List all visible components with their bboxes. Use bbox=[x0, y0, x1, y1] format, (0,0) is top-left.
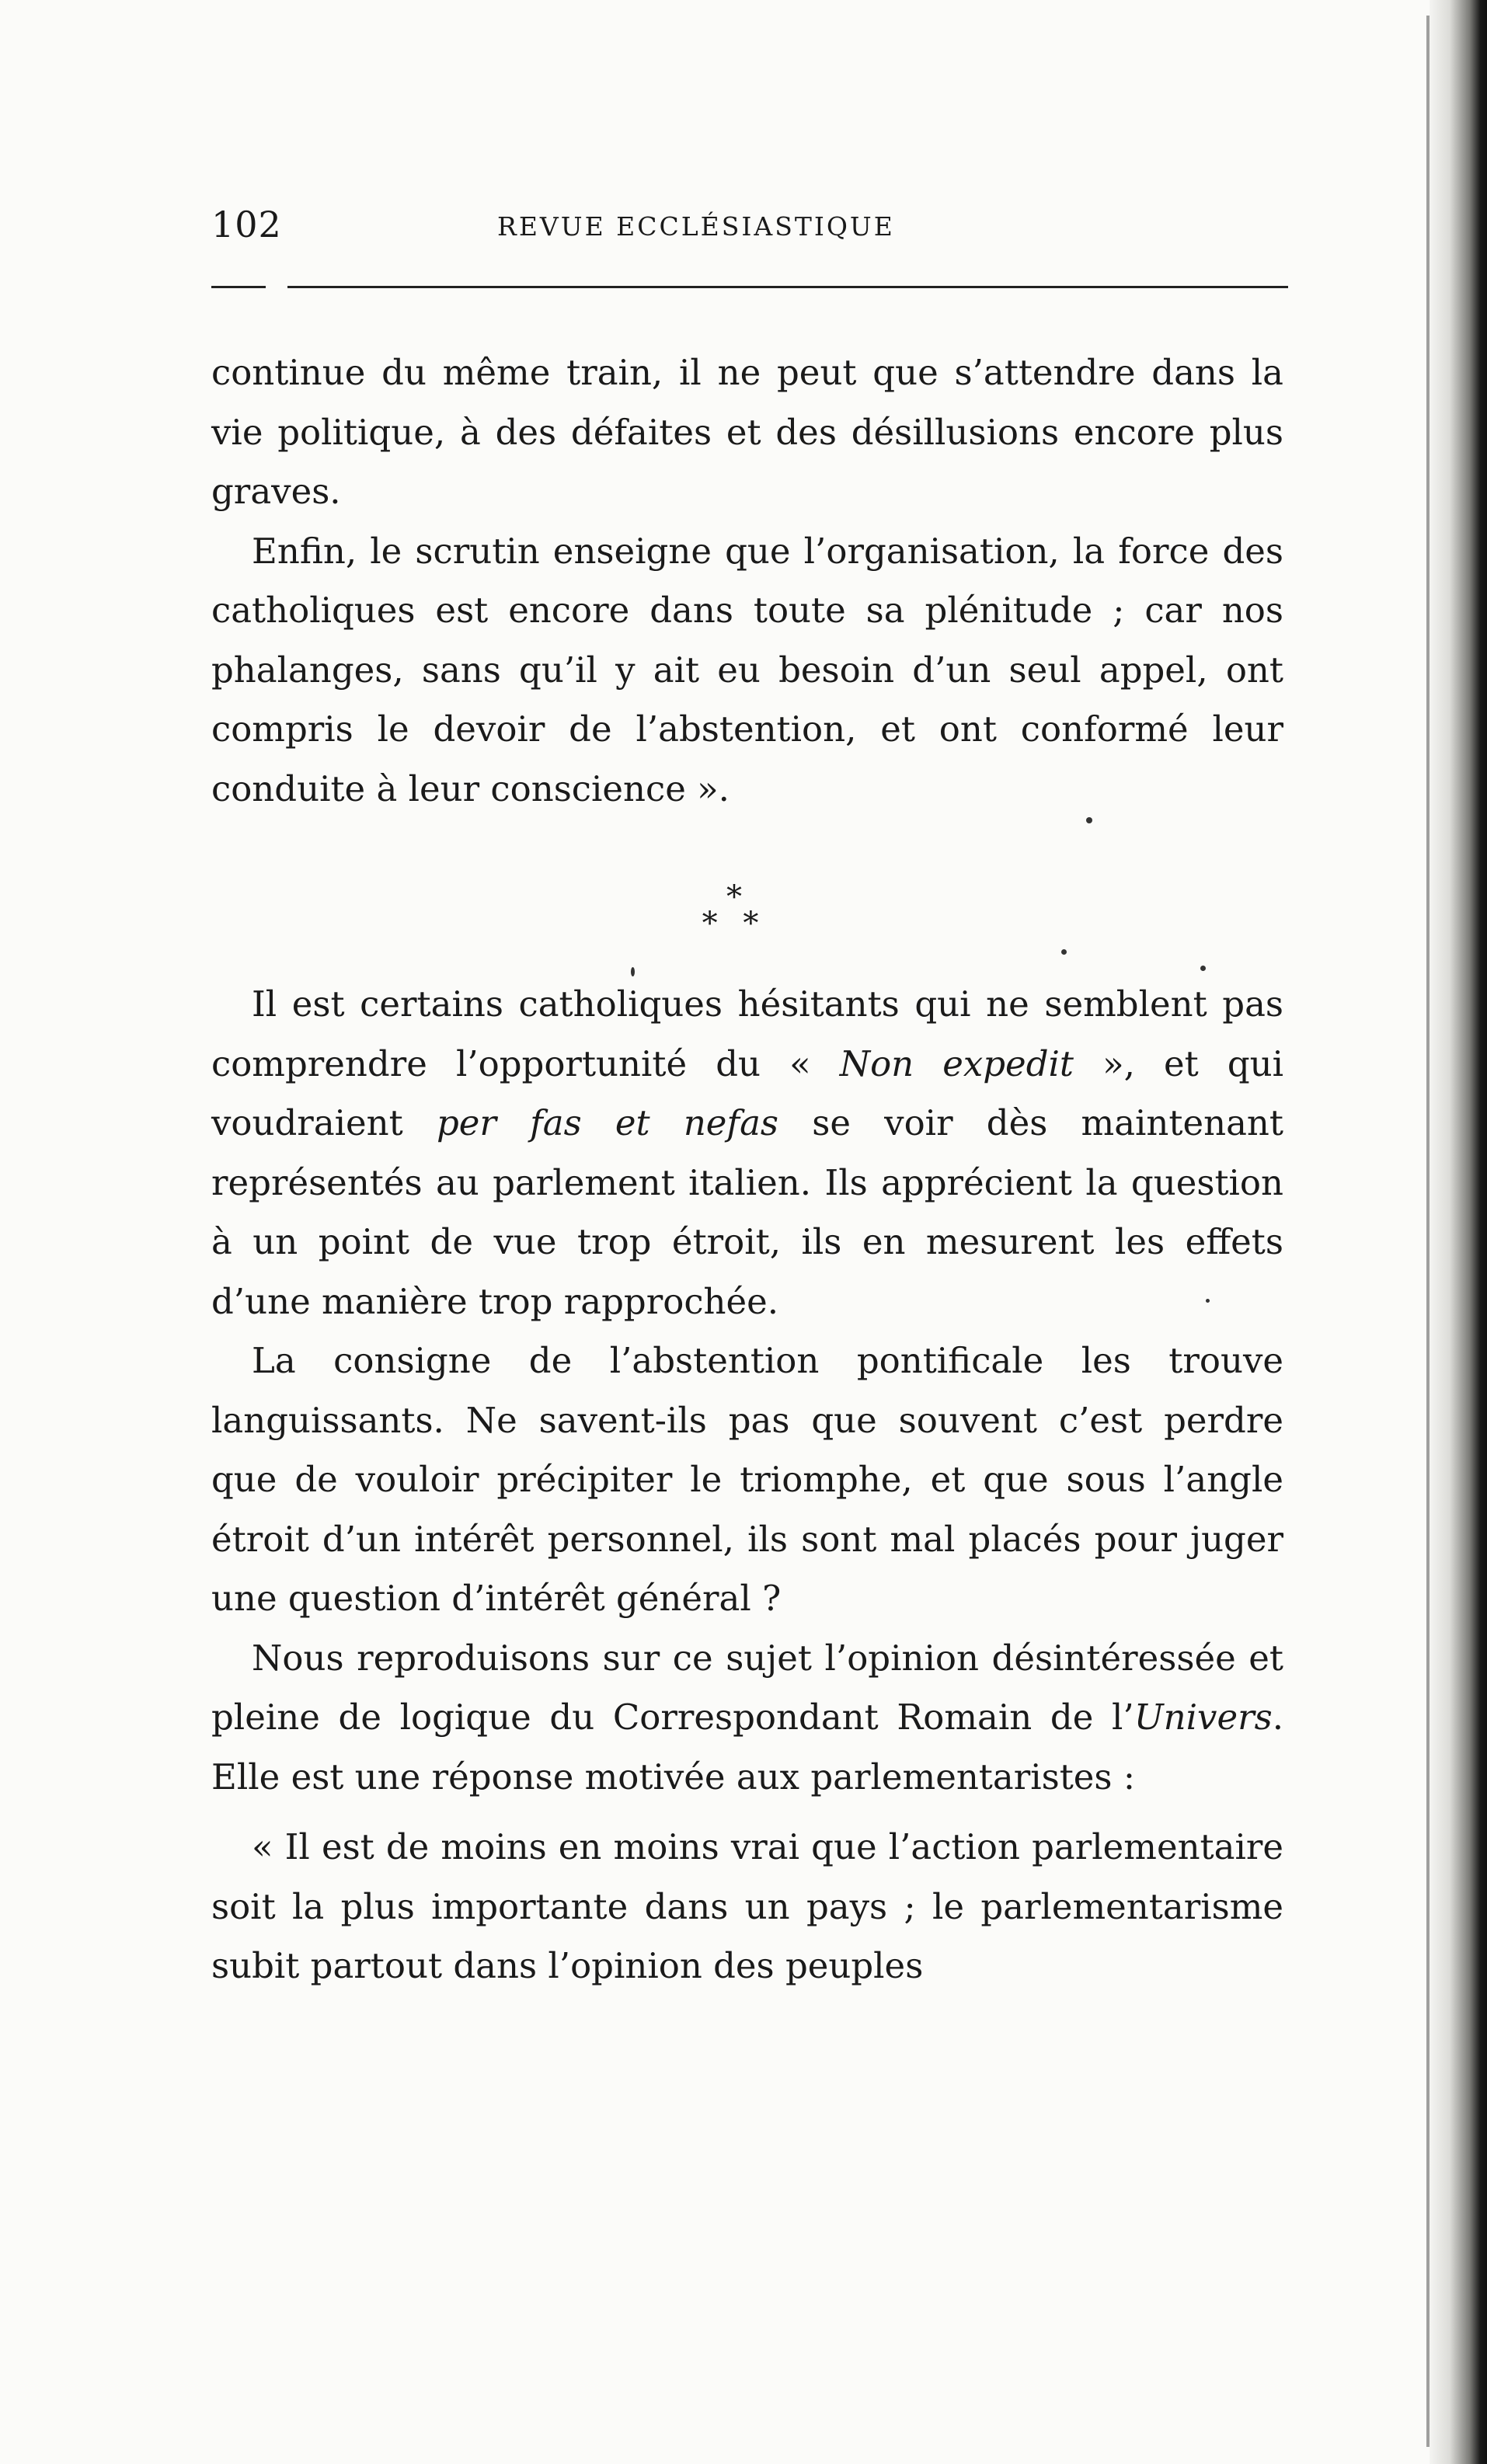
paragraph-hesitants-part2: », et qui voudraient bbox=[211, 1042, 1283, 1143]
asterism-top-star: * bbox=[726, 879, 742, 915]
page-number: 102 bbox=[211, 204, 282, 245]
paragraph-scrutin: Enfin, le scrutin enseigne que l’organisation, la force des catholiques est encore dans toute sa plénitude ; car nos phalanges, sans qu’il y ait eu besoin d’un seul appel, ont compris le devoir de l’abstention, et ont conformé leur conduite à leur conscience ». bbox=[211, 530, 1283, 809]
paragraph-quote: « Il est de moins en moins vrai que l’action parlementaire soit la plus importante dans un pays ; le parlementarisme subit partout dans l’opinion des peuples bbox=[211, 1826, 1283, 1986]
asterism-bottom-stars: * * bbox=[702, 906, 767, 941]
paragraph-consigne: La consigne de l’abstention pontificale les trouve languissants. Ne savent-ils pas que souvent c’est perdre que de vouloir précipiter le triomphe, et que sous l’angle étroit d’un intérêt personnel, ils sont mal placés pour juger une question d’intérêt général ? bbox=[211, 1340, 1283, 1619]
ink-speck bbox=[631, 967, 635, 976]
text-block-top bbox=[211, 343, 1283, 819]
header-rule bbox=[287, 286, 1288, 288]
paragraph-continuation: continue du même train, il ne peut que s’attendre dans la vie politique, à des défaites et des désillusions encore plus graves. bbox=[211, 352, 1283, 512]
paragraph-hesitants-part1: Il est certains catholiques hésitants qui ne semblent pas comprendre l’opportunité du « bbox=[211, 983, 1283, 1084]
paragraph-hesitants-part3: se voir dès maintenant représentés au parlement italien. Ils apprécient la question à un point de vue trop étroit, ils en mesurent les effets d’une manière trop rapprochée. bbox=[211, 1102, 1283, 1322]
ink-speck bbox=[1206, 1299, 1210, 1303]
ink-speck bbox=[1086, 817, 1092, 823]
non-expedit-italic: Non expedit bbox=[839, 1042, 1074, 1084]
univers-italic: Univers bbox=[1134, 1697, 1273, 1738]
asterism-separator bbox=[688, 879, 781, 941]
paragraph-reproduisons-part1: Nous reproduisons sur ce sujet l’opinion désintéressée et pleine de logique du Correspondant Romain de l’ bbox=[211, 1637, 1283, 1738]
ink-speck bbox=[1200, 966, 1206, 971]
page-edge-line bbox=[1426, 16, 1430, 2447]
page-edge-shadow bbox=[1430, 0, 1487, 2464]
header-rule-left bbox=[211, 286, 266, 288]
text-block-bottom bbox=[211, 975, 1283, 1996]
paragraph-hesitants bbox=[211, 975, 1283, 1331]
per-fas-italic: per fas et nefas bbox=[436, 1102, 779, 1143]
paragraph-reproduisons-part2: . Elle est une réponse motivée aux parlementaristes : bbox=[211, 1697, 1283, 1798]
running-head: REVUE ECCLÉSIASTIQUE bbox=[497, 211, 895, 242]
paragraph-reproduisons bbox=[211, 1629, 1283, 1808]
ink-speck bbox=[1061, 949, 1067, 955]
